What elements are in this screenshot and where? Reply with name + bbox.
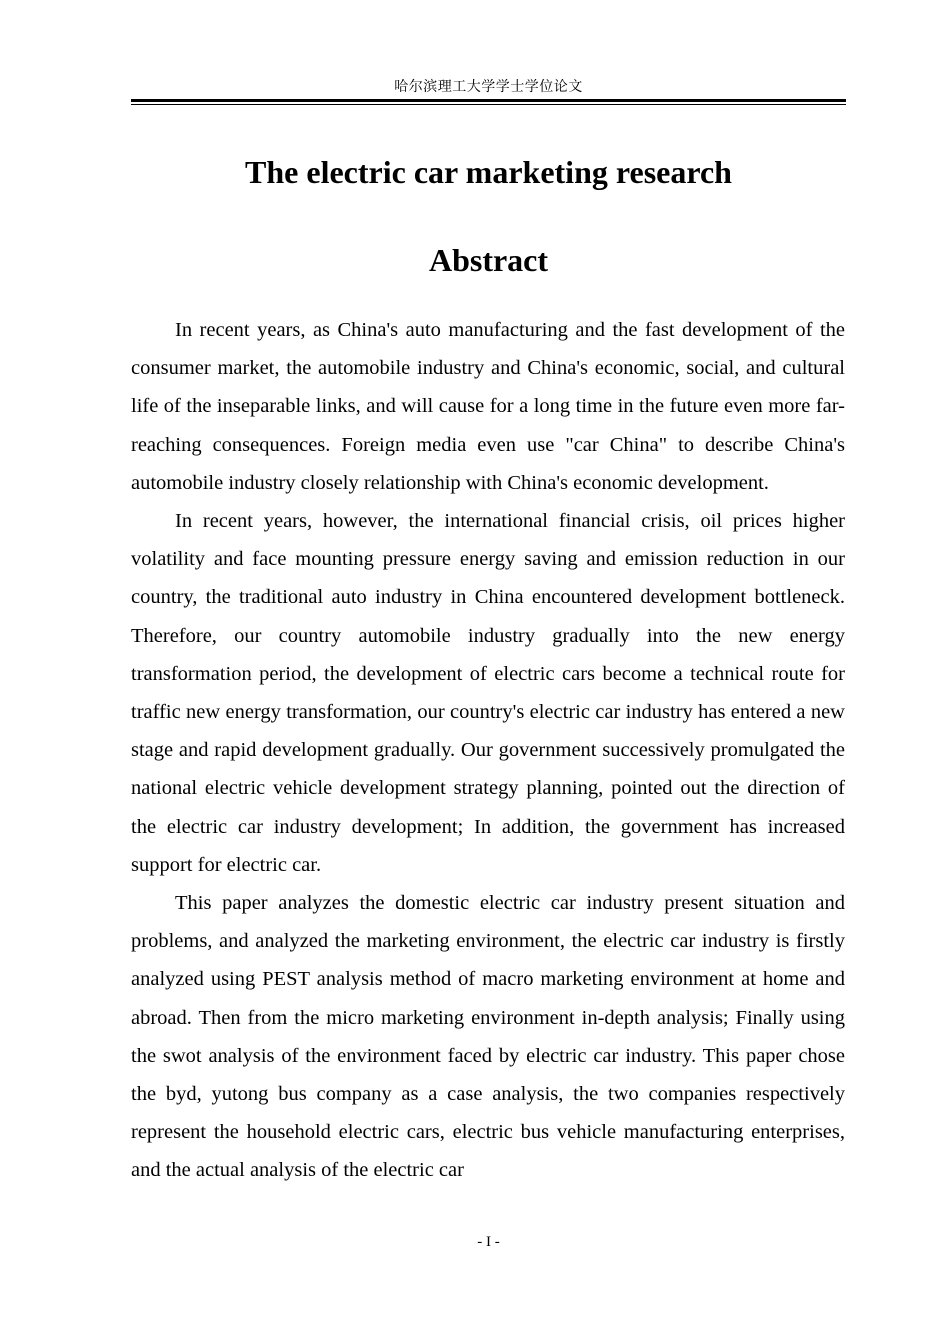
paper-title: The electric car marketing research bbox=[245, 154, 732, 190]
page-number: - I - bbox=[477, 1234, 500, 1250]
abstract-paragraph-3: This paper analyzes the domestic electric car industry present situation and problems, and analyzed the marketing environment, the electric car industry is firstly analyzed using PEST analysis method of macro marketing environment at home and abroad. Then from the micro marketing environment in-depth analysis; Finally using the swot analysis of the environment faced by electric car industry. This paper chose the byd, yutong bus company as a case analysis, the two companies respectively represent the household electric cars, electric bus vehicle manufacturing enterprises, and the actual analysis of the electric car bbox=[131, 892, 845, 1182]
abstract-paragraph-1: In recent years, as China's auto manufacturing and the fast development of the consumer market, the automobile industry and China's economic, social, and cultural life of the inseparable links, and will cause for a long time in the future even more far-reaching consequences. Foreign media even use "car China" to describe China's automobile industry closely relationship with China's economic development. bbox=[131, 319, 845, 494]
running-header: 哈尔滨理工大学学士学位论文 bbox=[394, 79, 583, 95]
abstract-body bbox=[131, 311, 845, 1190]
abstract-paragraph-2: In recent years, however, the international financial crisis, oil prices higher volatility and face mounting pressure energy saving and emission reduction in our country, the traditional auto industry in China encountered development bottleneck. Therefore, our country automobile industry gradually into the new energy transformation period, the development of electric cars become a technical route for traffic new energy transformation, our country's electric car industry has entered a new stage and rapid development gradually. Our government successively promulgated the national electric vehicle development strategy planning, pointed out the direction of the electric car industry development; In addition, the government has increased support for electric car. bbox=[131, 510, 845, 876]
abstract-heading: Abstract bbox=[428, 242, 549, 278]
header-rule-thin bbox=[131, 104, 846, 105]
header-rule-thick bbox=[131, 99, 846, 102]
